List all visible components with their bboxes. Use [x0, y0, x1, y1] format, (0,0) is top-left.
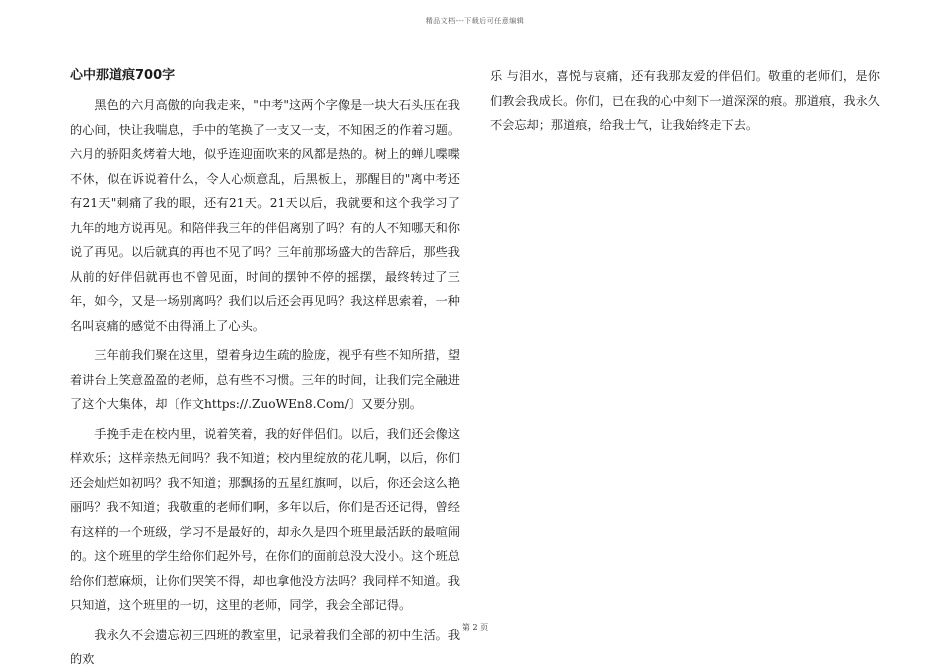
page-number: 第 2 页 — [461, 623, 489, 632]
paragraph-1: 黑色的六月高傲的向我走来，"中考"这两个字像是一块大石头压在我的心间，快让我喘息，手中的笔换了一支又一支，不知困乏的作着习题。六月的骄阳炙烤着大地，似乎连迎面吹来的风都是热的。树上的蝉儿喋喋不休，似在诉说着什么，令人心烦意乱，后黑板上，那醒目的"离中考还有21天"刺痛了我的眼，还有21天。21天以后，我就要和这个我学习了九年的地方说再见。和陪伴我三年的伴侣离别了吗？有的人不知哪天和你说了再见。以后就真的再也不见了吗？三年前那场盛大的告辞后，那些我从前的好伴侣就再也不曾见面，时间的摆钟不停的摇摆，最终转过了三年，如今，又是一场别离吗？我们以后还会再见吗？我这样思索着，一种名叫哀痛的感觉不由得涌上了心头。 — [70, 98, 460, 333]
paragraph-4: 我永久不会遗忘初三四班的教室里，记录着我们全部的初中生活。我的欢 — [70, 627, 461, 666]
paragraph-3: 手挽手走在校内里，说着笑着，我的好伴侣们。以后，我们还会像这样欢乐；这样亲热无间吗？我不知道；校内里绽放的花儿啊，以后，你们还会灿烂如初吗？我不知道；那飘扬的五星红旗呵，以后，你还会这么艳丽吗？我不知道；我敬重的老师们啊，多年以后，你们是否还记得，曾经有这样的一个班级，学习不是最好的，却永久是四个班里最活跃的最喧闹的。这个班里的学生给你们起外号，在你们的面前总没大没小。这个班总给你们惹麻烦，让你们哭笑不得，却也拿他没方法吗？我同样不知道。我只知道，这个班里的一切，这里的老师，同学，我会全部记得。 — [70, 426, 461, 612]
left-column — [70, 64, 460, 672]
article-title: 心中那道痕700字 — [70, 68, 176, 83]
right-column — [490, 64, 880, 138]
paragraph-2: 三年前我们聚在这里，望着身边生疏的脸庞，视乎有些不知所措，望着讲台上笑意盈盈的老师，总有些不习惯。三年的时间，让我们完全融进了这个大集体，却〔作文https://.ZuoWEn8.Com/〕又要分别。 — [70, 348, 461, 411]
paragraph-4-continuation: 乐 与泪水，喜悦与哀痛，还有我那友爱的伴侣们。敬重的老师们，是你们教会我成长。你们，已在我的心中刻下一道深深的痕。那道痕，我永久不会忘却；那道痕，给我士气，让我始终走下去。 — [490, 69, 880, 132]
page-header: 精品文档---下载后可任意编辑 — [425, 17, 525, 25]
